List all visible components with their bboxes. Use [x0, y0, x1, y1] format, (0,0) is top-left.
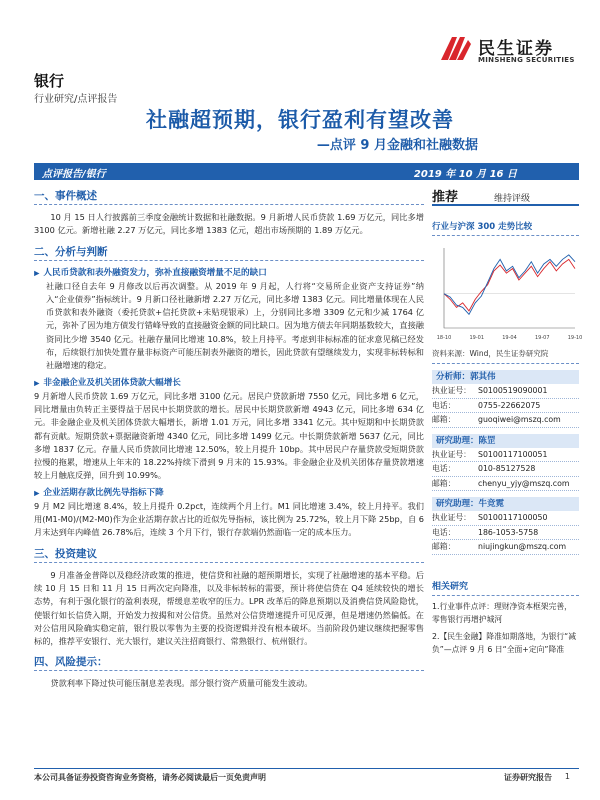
analyst-header: 研究助理：陈罡 — [432, 434, 579, 448]
report-type: 行业研究/点评报告 — [34, 94, 118, 105]
info-value[interactable]: chenyu_yjy@mszq.com — [478, 478, 570, 488]
point-heading: ▲ 企业活期存款比例先导指标下降 — [34, 487, 424, 500]
chart-x-tick-label: 19-07 — [534, 335, 550, 341]
info-key: 执业证号： — [432, 386, 471, 395]
info-value: S0100117100051 — [478, 449, 548, 459]
footer-divider — [34, 768, 579, 769]
sidebar — [432, 186, 583, 656]
analyst-info-row — [432, 462, 579, 477]
analyst-info-row — [432, 399, 579, 414]
chart-x-tick-label: 19-04 — [502, 335, 517, 341]
report-date: 2019 年 10 月 16 日 — [413, 169, 517, 180]
performance-chart — [432, 242, 583, 342]
section-divider — [34, 204, 424, 205]
info-key: 邮箱： — [432, 478, 456, 488]
analyst-info-row — [432, 413, 579, 428]
chart-series-line-0 — [444, 259, 575, 311]
section-divider — [34, 562, 424, 563]
brand-mark-icon — [438, 32, 472, 66]
point-text: 9 月新增人民币贷款 1.69 万亿元，同比多增 3100 亿元。居民户贷款新增 7550 亿元，同比多增 6 亿元，同比增量由负转正主要得益于居民中长期贷款的增长。居民中长期贷款新增 4943 亿元，同比多增 634 亿元。非金融企业及机关团体贷款大幅增长，新增 1.01 万元，同比多增 3341 亿元。其中短期和中长期贷款都有贡献。短期贷款+票据融资新增 4340 亿元，同比多增 1499 亿元。中长期贷款新增 5637 亿元，同比多增 1837 亿元。存量人民币贷款同比增速 12.50%，较上月提升 10bp。其中居民户存量贷款受短期贷款拉慢的拖累，增速从上年末的 18.22%持续下滑到 9 月末的 15.93%。非金融企业及机关团体存量贷款增速较上月触底反弹，回升到 10.99%。 — [34, 390, 424, 481]
section-title: 四、风险提示： — [34, 656, 108, 669]
chart-x-tick-label: 18-10 — [436, 335, 452, 341]
section-title: 三、投资建议 — [34, 547, 97, 560]
chart-x-tick-label: 19-01 — [469, 335, 485, 341]
analyst-info-row — [432, 477, 579, 492]
info-value: 0755-22662075 — [478, 400, 541, 410]
info-value: 186-1053-5758 — [478, 527, 539, 537]
section-title: 一、事件概述 — [34, 190, 97, 202]
analyst-header: 研究助理：牛竞霓 — [432, 497, 579, 511]
header-bar — [34, 163, 579, 180]
point-text: 9 月 M2 同比增速 8.4%，较上月提升 0.2pct，连续两个月上行。M1 同比增速 3.4%，较上月持平。我们用(M1-M0)/(M2-M0)作为企业活期存款占比的近似先导指标，该比例为 25.72%，较上月下降 25bp，自 6 月末达到年内峰值 26.78%后，连续 3 个月下行，银行存款端仍然面临一定的成本压力。 — [34, 500, 424, 538]
chart-x-tick-label: 19-10 — [567, 335, 583, 341]
point-heading: ▲ 非金融企业及机关团体贷款大幅增长 — [34, 377, 424, 390]
report-subtitle: —点评 9 月金融和社融数据 — [316, 138, 478, 153]
bar-category: 点评报告/银行 — [42, 169, 106, 180]
info-value: 010-85127528 — [478, 464, 536, 473]
info-value[interactable]: guoqiwei@mszq.com — [478, 415, 561, 424]
info-key: 邮箱： — [432, 542, 456, 551]
page-number: 1 — [564, 772, 570, 781]
section-divider — [34, 260, 424, 261]
recommendation: 推荐 — [432, 190, 459, 205]
brand-name-cn: 民生证券 — [478, 39, 554, 59]
analyst-info-row — [432, 448, 579, 463]
industry-label: 银行 — [34, 72, 65, 90]
chart-series-line-1 — [444, 255, 575, 314]
analyst-info-row — [432, 526, 579, 541]
investment-advice: 9 月准备金普降以及稳经济政策的推进，使信贷和社融的超预期增长，实现了社融增速的基本平稳。后续 10 月 15 日和 11 月 15 日两次定向降准，以及非标转标的需要，预计将使信贷在 Q4 延续较快的增长态势，有利于强化银行的盈利表现，帮缓息差收窄的压力。LPR 改革后的降息预期以及消费信贷风险隐忧，使银行如长信贷入期，开始发力按揭和对公信贷。虽然对公信贷增速提升可见反弹，但是增速仍然偏低。在对公信用风险确实稳定前，银行股以零售为主要的投资逻辑并没有根本破坏。当前阶段仍建议继续把握零售标的，推荐平安银行、光大银行，建议关注招商银行、常熟银行、杭州银行。 — [34, 569, 424, 647]
chart-title: 行业与沪深 300 走势比较 — [432, 220, 579, 236]
analyst-list — [432, 370, 579, 555]
rating-row — [432, 186, 579, 206]
main-content — [34, 188, 424, 691]
risk-warning: 贷款利率下降过快可能压制息差表现。部分银行资产质量可能发生波动。 — [50, 678, 313, 689]
info-value[interactable]: niujingkun@mszq.com — [478, 542, 567, 551]
brand-logo — [438, 32, 590, 68]
brand-name-en: MINSHENG SECURITIES — [478, 56, 575, 64]
section-title: 二、分析与判断 — [34, 245, 108, 258]
info-value: S0100519090001 — [478, 386, 548, 395]
analyst-info-row — [432, 384, 579, 399]
related-research-item[interactable]: 1.行业事件点评：理财净资本框架完善，零售银行再增护城河 — [432, 601, 572, 624]
related-research-item[interactable]: 2.【民生金融】降准如期落地，为银行“减负”—点评 9 月 6 日“全面+定向”降准 — [432, 631, 577, 654]
report-title: 社融超预期，银行盈利有望改善 — [146, 108, 454, 132]
section-divider — [34, 670, 424, 671]
point-text: 社融口径自去年 9 月修改以后再次调整。从 2019 年 9 月起，人行将“交易所企业资产支持证券”纳入“企业债券”指标统计。9 月新口径社融新增 2.27 万亿元，同比多增 1383 亿元。同比增量体现在人民币贷款和表外融资（委托贷款+信托贷款+未贴现银承）上，分别同比多增 3309 亿元和少减 1764 亿元，弥补了因为地方债发行错峰导致的直接融资金额的同比缺口。因为地方债去年同期基数较大，直接融资同比少增 3540 亿元。社融存量同比增速 10.8%，较上月持平。考虑到非标标准的征求意见稿已经发布，后续银行加快处置存量非标资产可能压制表外融资的增长，因此贷款有望继续发力，实现非标转标和社融增速的稳定。 — [46, 280, 424, 371]
footer-disclaimer: 本公司具备证券投资咨询业务资格，请务必阅读最后一页免责声明 — [34, 773, 266, 782]
analyst-info-row — [432, 511, 579, 526]
info-key: 执业证号： — [432, 449, 471, 459]
info-key: 电话： — [432, 400, 456, 410]
info-key: 电话： — [432, 527, 456, 537]
rating-label: 维持评级 — [494, 194, 531, 204]
chart-svg — [432, 242, 583, 342]
info-key: 邮箱： — [432, 415, 456, 424]
chart-source: 资料来源：Wind，民生证券研究院 — [432, 348, 579, 364]
chart-axis — [444, 248, 575, 328]
event-summary: 10 月 15 日人行披露前三季度金融统计数据和社融数据。9 月新增人民币贷款 1.69 万亿元，同比多增 3100 亿元。新增社融 2.27 万亿元，同比多增 1383 亿元，超出市场预期的 1.89 万亿元。 — [34, 212, 424, 236]
info-value: S0100117100050 — [478, 513, 548, 522]
analyst-info-row — [432, 540, 579, 555]
info-key: 执业证号： — [432, 513, 471, 522]
point-heading: ▲ 人民币贷款和表外融资发力，弥补直接融资增量不足的缺口 — [34, 267, 424, 280]
related-research-title: 相关研究 — [432, 579, 579, 596]
analyst-header: 分析师：郭其伟 — [432, 370, 579, 384]
footer-label: 证券研究报告 — [504, 773, 552, 782]
info-key: 电话： — [432, 464, 456, 473]
